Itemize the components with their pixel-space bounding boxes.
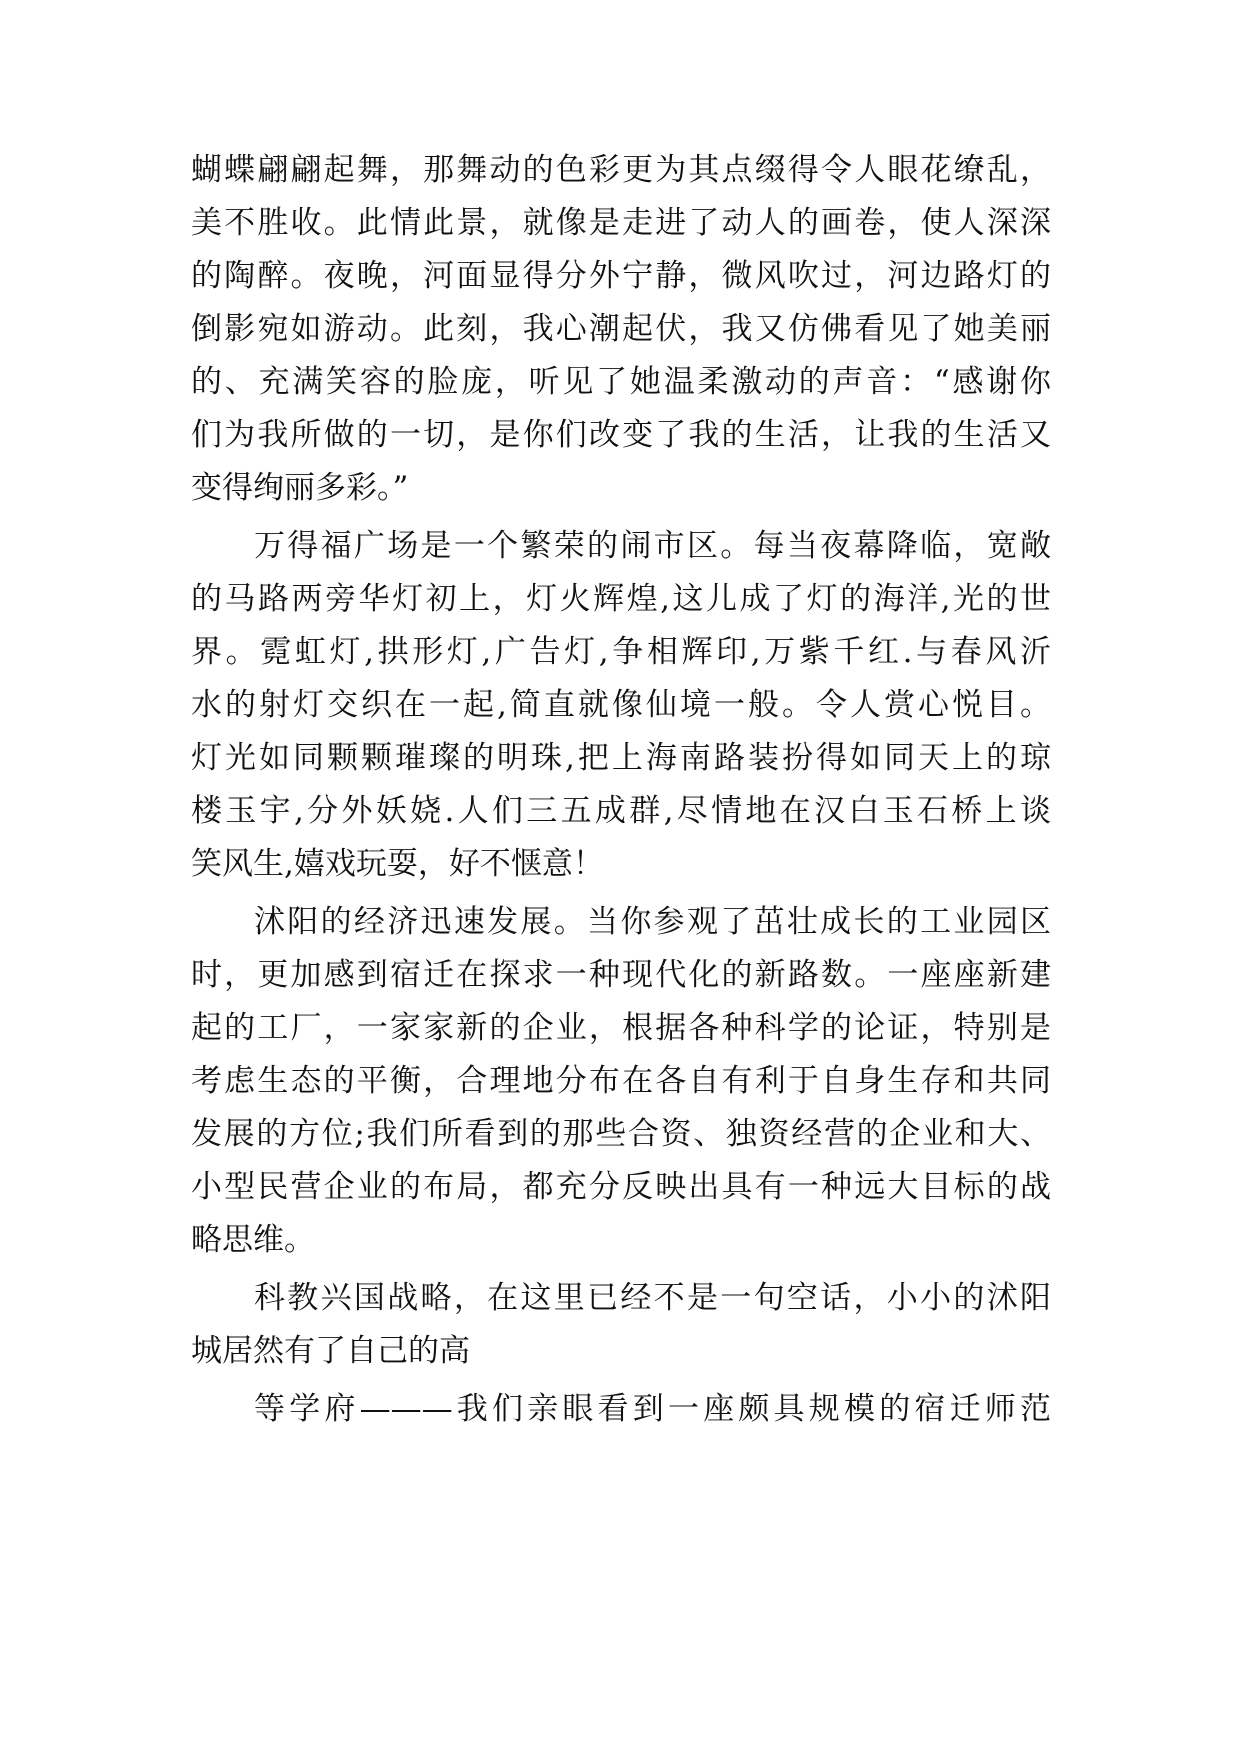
paragraph-first-line: 万得福广场是一个繁荣的闹市区。每当夜幕降临，宽敞 (254, 528, 1051, 564)
text-line: 变得绚丽多彩。” (191, 470, 409, 506)
text-line: 水的射灯交织在一起,简直就像仙境一般。令人赏心悦目。 (191, 687, 1051, 723)
text-line: 倒影宛如游动。此刻，我心潮起伏，我又仿佛看见了她美丽 (191, 311, 1051, 347)
text-line: 城居然有了自己的高 (191, 1333, 470, 1369)
text-line: 考虑生态的平衡，合理地分布在各自有利于自身生存和共同 (191, 1063, 1051, 1099)
text-line: 起的工厂，一家家新的企业，根据各种科学的论证，特别是 (191, 1010, 1051, 1046)
paragraph-first-line: 沭阳的经济迅速发展。当你参观了茁壮成长的工业园区 (254, 904, 1051, 940)
text-line: 小型民营企业的布局，都充分反映出具有一种远大目标的战 (191, 1169, 1051, 1205)
text-line: 的陶醉。夜晚，河面显得分外宁静，微风吹过，河边路灯的 (191, 258, 1051, 294)
text-line: 蝴蝶翩翩起舞，那舞动的色彩更为其点缀得令人眼花缭乱， (191, 152, 1051, 188)
paragraph-first-line: 科教兴国战略，在这里已经不是一句空话，小小的沭阳 (254, 1280, 1051, 1316)
text-line: 发展的方位;我们所看到的那些合资、独资经营的企业和大、 (191, 1116, 1051, 1152)
text-line: 灯光如同颗颗璀璨的明珠,把上海南路装扮得如同天上的琼 (191, 740, 1051, 776)
text-line: 界。霓虹灯,拱形灯,广告灯,争相辉印,万紫千红.与春风沂 (191, 634, 1051, 670)
text-line: 的、充满笑容的脸庞，听见了她温柔激动的声音：“感谢你 (191, 364, 1051, 400)
text-line: 美不胜收。此情此景，就像是走进了动人的画卷，使人深深 (191, 205, 1051, 241)
text-line: 时，更加感到宿迁在探求一种现代化的新路数。一座座新建 (191, 957, 1051, 993)
text-line: 楼玉宇,分外妖娆.人们三五成群,尽情地在汉白玉石桥上谈 (191, 793, 1051, 829)
text-line: 的马路两旁华灯初上，灯火辉煌,这儿成了灯的海洋,光的世 (191, 581, 1051, 617)
text-line: 略思维。 (191, 1222, 315, 1258)
text-line: 笑风生,嬉戏玩耍，好不惬意！ (191, 846, 604, 882)
paragraph-first-line: 等学府———我们亲眼看到一座颇具规模的宿迁师范 (254, 1391, 1051, 1427)
text-line: 们为我所做的一切，是你们改变了我的生活，让我的生活又 (191, 417, 1051, 453)
